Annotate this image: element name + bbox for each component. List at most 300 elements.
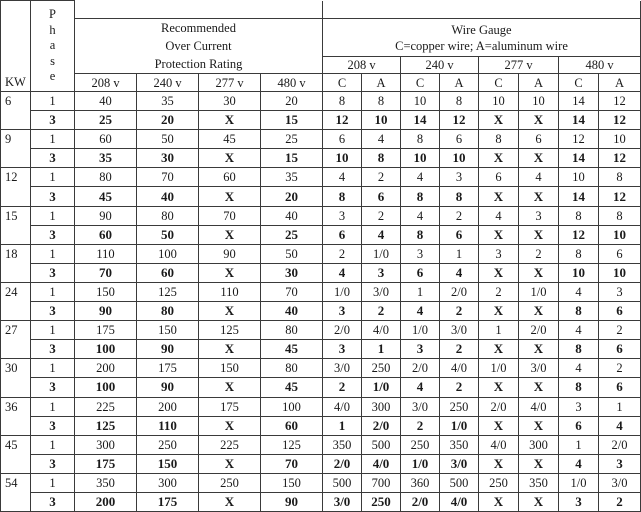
ocp-value-cell: X: [199, 340, 261, 359]
table-row: [1, 187, 641, 206]
wire-gauge-cell: 1/0: [362, 378, 401, 397]
table-row: [1, 149, 641, 168]
wire-gauge-cell: X: [479, 416, 519, 435]
ocp-value-cell: 80: [75, 168, 137, 187]
ocp-value-cell: 175: [137, 492, 199, 511]
wire-gauge-cell: X: [519, 340, 559, 359]
wire-gauge-cell: 3: [440, 168, 479, 187]
wire-gauge-cell: 2/0: [440, 282, 479, 301]
phase-letter: a: [49, 38, 56, 53]
wire-gauge-cell: 10: [559, 168, 599, 187]
wire-gauge-cell: 1/0: [559, 473, 599, 492]
wire-gauge-cell: 2/0: [401, 359, 440, 378]
wire-gauge-cell: 14: [559, 187, 599, 206]
kw-cell: [1, 149, 31, 168]
ocp-value-cell: 175: [199, 397, 261, 416]
wire-gauge-cell: 3/0: [599, 473, 641, 492]
phase-cell: 1: [31, 435, 75, 454]
wire-gauge-cell: 4: [401, 168, 440, 187]
table-row: [1, 492, 641, 511]
phase-cell: 3: [31, 149, 75, 168]
header-spacer: [75, 1, 323, 19]
ocp-value-cell: 200: [75, 492, 137, 511]
wire-gauge-cell: 300: [362, 397, 401, 416]
wire-gauge-cell: 4/0: [440, 359, 479, 378]
phase-cell: 1: [31, 206, 75, 225]
wire-gauge-cell: 500: [440, 473, 479, 492]
wire-gauge-cell: 2: [440, 302, 479, 321]
ocp-value-cell: X: [199, 149, 261, 168]
wire-gauge-cell: 500: [362, 435, 401, 454]
ocp-value-cell: 150: [261, 473, 323, 492]
wire-gauge-cell: 3/0: [440, 454, 479, 473]
wire-gauge-cell: 4: [362, 130, 401, 149]
table-body: [1, 92, 641, 512]
wire-gauge-cell: 4/0: [440, 492, 479, 511]
table-row: [1, 378, 641, 397]
ocp-value-cell: 20: [261, 92, 323, 111]
ocp-value-cell: 45: [75, 187, 137, 206]
ocp-value-cell: 175: [75, 321, 137, 340]
table-row: [1, 321, 641, 340]
ocp-value-cell: 40: [261, 302, 323, 321]
kw-cell: [1, 302, 31, 321]
ocp-value-cell: 25: [261, 130, 323, 149]
wire-gauge-cell: 8: [362, 92, 401, 111]
ocp-value-cell: 40: [75, 92, 137, 111]
ocp-value-cell: 40: [137, 187, 199, 206]
wire-gauge-cell: 12: [599, 149, 641, 168]
wire-gauge-cell: 250: [401, 435, 440, 454]
wire-gauge-cell: 4: [401, 302, 440, 321]
wire-gauge-cell: X: [479, 187, 519, 206]
kw-cell: 15: [1, 206, 31, 225]
conductor-header: C: [559, 74, 599, 92]
ocp-value-cell: 125: [75, 416, 137, 435]
phase-cell: 3: [31, 111, 75, 130]
wire-gauge-cell: X: [519, 225, 559, 244]
ocp-value-cell: 350: [75, 473, 137, 492]
ocp-value-cell: 40: [261, 206, 323, 225]
ocp-value-cell: 80: [137, 302, 199, 321]
wire-gauge-cell: 10: [519, 92, 559, 111]
ocp-value-cell: 100: [75, 378, 137, 397]
ocp-value-cell: 90: [75, 302, 137, 321]
phase-cell: 1: [31, 130, 75, 149]
table-row: [1, 359, 641, 378]
wire-gauge-title: Wire Gauge: [451, 22, 512, 37]
ocp-value-cell: 150: [75, 282, 137, 301]
wire-gauge-cell: 3: [559, 492, 599, 511]
wire-gauge-cell: 1/0: [440, 416, 479, 435]
table-row: [1, 340, 641, 359]
phase-cell: 3: [31, 340, 75, 359]
ocp-value-cell: 200: [137, 397, 199, 416]
ocp-value-cell: 25: [261, 225, 323, 244]
wire-gauge-cell: 4: [401, 378, 440, 397]
wire-gauge-cell: 8: [440, 187, 479, 206]
phase-cell: 1: [31, 282, 75, 301]
ocp-value-cell: 70: [137, 168, 199, 187]
ocp-voltage-header: 480 v: [261, 74, 323, 92]
wire-gauge-cell: 2: [440, 206, 479, 225]
wire-gauge-cell: X: [519, 492, 559, 511]
ocp-value-cell: 90: [199, 244, 261, 263]
ocp-value-cell: 175: [75, 454, 137, 473]
table-row: [1, 397, 641, 416]
phase-header: [31, 1, 75, 92]
wire-gauge-cell: 4: [559, 282, 599, 301]
wire-gauge-cell: 4/0: [362, 454, 401, 473]
phase-cell: 3: [31, 302, 75, 321]
wire-gauge-cell: 4: [362, 225, 401, 244]
wire-gauge-cell: 350: [323, 435, 362, 454]
wire-gauge-cell: 250: [362, 359, 401, 378]
kw-cell: 9: [1, 130, 31, 149]
table-row: [1, 454, 641, 473]
wire-gauge-cell: 2: [323, 378, 362, 397]
wire-gauge-cell: 3/0: [440, 321, 479, 340]
ocp-voltage-header: 277 v: [199, 74, 261, 92]
wire-gauge-cell: 10: [479, 92, 519, 111]
ocp-value-cell: X: [199, 454, 261, 473]
wire-gauge-cell: 2: [479, 282, 519, 301]
ocp-value-cell: 80: [261, 359, 323, 378]
kw-cell: [1, 378, 31, 397]
wire-gauge-cell: 500: [323, 473, 362, 492]
ocp-value-cell: 70: [75, 263, 137, 282]
ocp-value-cell: 225: [75, 397, 137, 416]
ocp-value-cell: 300: [137, 473, 199, 492]
wire-gauge-cell: 6: [599, 302, 641, 321]
wire-gauge-cell: 300: [519, 435, 559, 454]
wire-gauge-cell: 6: [401, 263, 440, 282]
ocp-value-cell: X: [199, 302, 261, 321]
ocp-value-cell: 60: [137, 263, 199, 282]
phase-cell: 3: [31, 416, 75, 435]
ocp-value-cell: X: [199, 111, 261, 130]
kw-cell: 30: [1, 359, 31, 378]
wire-gauge-cell: 3: [323, 340, 362, 359]
table-row: [1, 435, 641, 454]
table-row: [1, 302, 641, 321]
wire-gauge-cell: 4/0: [362, 321, 401, 340]
wire-gauge-cell: 2/0: [323, 321, 362, 340]
wire-gauge-cell: 10: [401, 149, 440, 168]
ocp-value-cell: X: [199, 263, 261, 282]
ocp-value-cell: 125: [137, 282, 199, 301]
phase-cell: 3: [31, 378, 75, 397]
phase-letter: e: [49, 69, 56, 84]
ocp-value-cell: 80: [261, 321, 323, 340]
wire-gauge-cell: 4: [559, 454, 599, 473]
wire-gauge-cell: 12: [440, 111, 479, 130]
wire-gauge-cell: 3: [599, 454, 641, 473]
wire-gauge-cell: 8: [440, 92, 479, 111]
ocp-value-cell: 20: [261, 187, 323, 206]
kw-cell: 36: [1, 397, 31, 416]
conductor-header: A: [362, 74, 401, 92]
kw-cell: 6: [1, 92, 31, 111]
ocp-value-cell: 90: [75, 206, 137, 225]
kw-cell: [1, 225, 31, 244]
wire-voltage-header: 480 v: [559, 57, 641, 74]
wire-gauge-cell: 2: [440, 378, 479, 397]
wire-gauge-cell: 3: [519, 206, 559, 225]
wire-gauge-cell: X: [519, 187, 559, 206]
ocp-value-cell: 90: [137, 340, 199, 359]
wire-gauge-cell: X: [519, 111, 559, 130]
wire-gauge-cell: X: [479, 302, 519, 321]
wire-gauge-cell: 2/0: [401, 492, 440, 511]
wire-gauge-cell: 8: [323, 187, 362, 206]
wire-gauge-cell: 14: [559, 111, 599, 130]
wire-gauge-cell: 10: [440, 149, 479, 168]
wire-gauge-cell: 4: [479, 206, 519, 225]
wire-gauge-cell: 1: [599, 397, 641, 416]
ocp-value-cell: 60: [261, 416, 323, 435]
wire-gauge-cell: 3: [362, 263, 401, 282]
wire-gauge-cell: 700: [362, 473, 401, 492]
wire-gauge-cell: 8: [323, 92, 362, 111]
wire-gauge-cell: X: [479, 378, 519, 397]
wire-gauge-cell: X: [519, 378, 559, 397]
ocp-value-cell: 225: [199, 435, 261, 454]
ocp-value-cell: 35: [75, 149, 137, 168]
overcurrent-protection-header: [75, 19, 323, 74]
table-row: [1, 92, 641, 111]
ocp-value-cell: 175: [137, 359, 199, 378]
wire-gauge-cell: 10: [323, 149, 362, 168]
wire-gauge-cell: 8: [559, 206, 599, 225]
wire-gauge-cell: 8: [559, 244, 599, 263]
wire-gauge-cell: X: [519, 149, 559, 168]
ocp-value-cell: 30: [137, 149, 199, 168]
ocp-value-cell: X: [199, 225, 261, 244]
ocp-title-line: Over Current: [165, 39, 232, 53]
phase-cell: 3: [31, 492, 75, 511]
wire-gauge-cell: 3/0: [362, 282, 401, 301]
table-row: [1, 130, 641, 149]
kw-cell: [1, 454, 31, 473]
wire-gauge-cell: 2: [599, 321, 641, 340]
ocp-value-cell: 70: [261, 454, 323, 473]
wire-gauge-cell: 8: [479, 130, 519, 149]
wire-gauge-cell: 1: [323, 416, 362, 435]
wire-gauge-cell: 2/0: [362, 416, 401, 435]
wire-gauge-cell: 10: [599, 225, 641, 244]
ocp-value-cell: X: [199, 187, 261, 206]
wire-gauge-cell: 6: [323, 225, 362, 244]
wire-gauge-cell: 8: [559, 340, 599, 359]
ocp-value-cell: 15: [261, 111, 323, 130]
wire-gauge-cell: X: [519, 302, 559, 321]
kw-cell: 12: [1, 168, 31, 187]
wire-gauge-cell: 8: [599, 206, 641, 225]
wire-gauge-cell: 250: [362, 492, 401, 511]
ocp-value-cell: 20: [137, 111, 199, 130]
ocp-value-cell: 70: [199, 206, 261, 225]
table-row: [1, 206, 641, 225]
wire-gauge-cell: 1/0: [323, 282, 362, 301]
phase-letter: P: [49, 7, 56, 22]
wire-gauge-cell: 12: [599, 111, 641, 130]
wire-gauge-cell: 8: [401, 187, 440, 206]
ocp-value-cell: 100: [137, 244, 199, 263]
wire-gauge-cell: 14: [559, 92, 599, 111]
wire-gauge-cell: 3: [401, 244, 440, 263]
wire-gauge-cell: 6: [440, 225, 479, 244]
wire-gauge-cell: 2: [519, 244, 559, 263]
wire-gauge-cell: X: [479, 111, 519, 130]
ocp-value-cell: 50: [137, 130, 199, 149]
phase-cell: 1: [31, 397, 75, 416]
wire-gauge-cell: 14: [401, 111, 440, 130]
phase-letter: s: [50, 53, 55, 68]
conductor-header: A: [440, 74, 479, 92]
wire-gauge-cell: 6: [599, 340, 641, 359]
wire-gauge-cell: X: [479, 454, 519, 473]
ocp-value-cell: 200: [75, 359, 137, 378]
wire-gauge-cell: 3: [479, 244, 519, 263]
phase-cell: 3: [31, 263, 75, 282]
table-row: [1, 111, 641, 130]
wire-gauge-cell: 1: [401, 282, 440, 301]
wire-gauge-cell: 10: [559, 263, 599, 282]
wire-gauge-header: [323, 19, 641, 57]
wire-gauge-cell: X: [479, 340, 519, 359]
ocp-value-cell: 100: [261, 397, 323, 416]
wire-gauge-cell: 3: [401, 340, 440, 359]
wire-gauge-cell: 1/0: [401, 321, 440, 340]
wire-gauge-cell: 1/0: [479, 359, 519, 378]
wire-gauge-cell: 10: [599, 263, 641, 282]
wire-gauge-cell: 350: [440, 435, 479, 454]
kw-header: KW: [1, 1, 31, 92]
wire-gauge-cell: 8: [401, 130, 440, 149]
wire-gauge-cell: 6: [323, 130, 362, 149]
wire-gauge-cell: 3: [323, 302, 362, 321]
ocp-value-cell: 100: [75, 340, 137, 359]
kw-cell: 54: [1, 473, 31, 492]
phase-cell: 1: [31, 92, 75, 111]
wire-gauge-cell: 4: [323, 263, 362, 282]
ocp-voltage-header: 240 v: [137, 74, 199, 92]
ocp-value-cell: 300: [75, 435, 137, 454]
wire-gauge-cell: 8: [559, 378, 599, 397]
ocp-value-cell: 45: [261, 378, 323, 397]
wire-gauge-cell: X: [479, 225, 519, 244]
wire-gauge-cell: X: [479, 263, 519, 282]
phase-cell: 1: [31, 168, 75, 187]
wire-gauge-cell: 4: [401, 206, 440, 225]
ocp-value-cell: 50: [137, 225, 199, 244]
conductor-header: C: [401, 74, 440, 92]
ocp-value-cell: 35: [261, 168, 323, 187]
wire-gauge-cell: 6: [362, 187, 401, 206]
ocp-value-cell: 45: [199, 130, 261, 149]
wire-gauge-cell: 12: [559, 130, 599, 149]
wire-gauge-cell: X: [519, 416, 559, 435]
wire-gauge-cell: 4/0: [479, 435, 519, 454]
wire-gauge-cell: 1/0: [401, 454, 440, 473]
phase-letter: h: [49, 22, 56, 37]
table-row: [1, 225, 641, 244]
wire-gauge-cell: 12: [599, 92, 641, 111]
kw-cell: 24: [1, 282, 31, 301]
wire-gauge-cell: 6: [559, 416, 599, 435]
header-spacer: [323, 1, 641, 19]
kw-cell: [1, 111, 31, 130]
wire-gauge-cell: 3/0: [401, 397, 440, 416]
ocp-value-cell: 90: [261, 492, 323, 511]
kw-cell: 45: [1, 435, 31, 454]
wire-gauge-cell: 1/0: [362, 244, 401, 263]
ocp-value-cell: 35: [137, 92, 199, 111]
ocp-value-cell: X: [199, 416, 261, 435]
wire-gauge-cell: 2: [440, 340, 479, 359]
ocp-title-line: Recommended: [161, 21, 236, 35]
wire-gauge-cell: 10: [401, 92, 440, 111]
wire-gauge-cell: 8: [401, 225, 440, 244]
phase-cell: 3: [31, 454, 75, 473]
wire-gauge-cell: 1: [479, 321, 519, 340]
wire-gauge-cell: 4: [440, 263, 479, 282]
wire-gauge-cell: 8: [559, 302, 599, 321]
ocp-value-cell: 60: [75, 225, 137, 244]
conductor-header: C: [479, 74, 519, 92]
wire-gauge-cell: 2/0: [323, 454, 362, 473]
wire-gauge-cell: 8: [599, 168, 641, 187]
kw-cell: [1, 187, 31, 206]
wire-gauge-cell: 6: [440, 130, 479, 149]
wire-gauge-cell: 2/0: [519, 321, 559, 340]
wire-gauge-cell: 12: [559, 225, 599, 244]
wire-gauge-cell: 3: [599, 282, 641, 301]
ocp-value-cell: X: [199, 492, 261, 511]
conductor-header: C: [323, 74, 362, 92]
kw-cell: 27: [1, 321, 31, 340]
wire-gauge-cell: 3/0: [519, 359, 559, 378]
ocp-value-cell: 250: [137, 435, 199, 454]
wire-gauge-cell: 2: [362, 168, 401, 187]
wire-gauge-cell: 2: [362, 206, 401, 225]
wire-gauge-cell: X: [519, 454, 559, 473]
wire-gauge-cell: 2: [599, 492, 641, 511]
kw-cell: 18: [1, 244, 31, 263]
wire-voltage-header: 240 v: [401, 57, 479, 74]
ocp-value-cell: 60: [75, 130, 137, 149]
wire-gauge-cell: 3: [559, 397, 599, 416]
wire-gauge-cell: 250: [440, 397, 479, 416]
phase-cell: 3: [31, 187, 75, 206]
phase-cell: 1: [31, 244, 75, 263]
wire-gauge-cell: 2/0: [479, 397, 519, 416]
wire-gauge-cell: 1: [559, 435, 599, 454]
wire-gauge-cell: 2: [362, 302, 401, 321]
kw-cell: [1, 263, 31, 282]
ocp-title-line: Protection Rating: [154, 57, 243, 71]
ocp-value-cell: 110: [199, 282, 261, 301]
kw-cell: [1, 340, 31, 359]
ocp-value-cell: 110: [137, 416, 199, 435]
wire-gauge-cell: X: [479, 149, 519, 168]
wire-gauge-cell: 1: [362, 340, 401, 359]
wire-gauge-cell: 4: [599, 416, 641, 435]
kw-cell: [1, 416, 31, 435]
ocp-value-cell: 150: [199, 359, 261, 378]
ocp-value-cell: 45: [261, 340, 323, 359]
